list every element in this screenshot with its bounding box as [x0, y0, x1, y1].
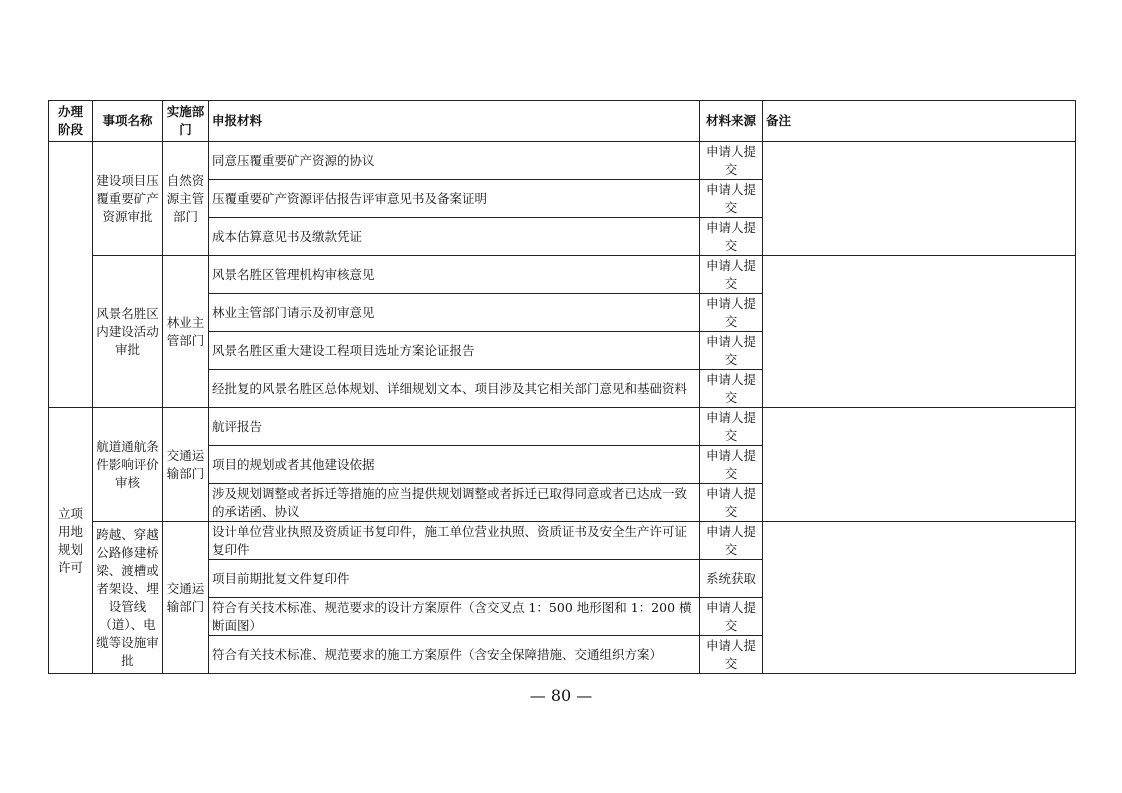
source-cell: 申请人提交: [700, 332, 763, 370]
stage-cell: 立项用地规划许可: [49, 408, 93, 674]
source-cell: 申请人提交: [700, 598, 763, 636]
material-cell: 成本估算意见书及缴款凭证: [209, 218, 700, 256]
header-stage: 办理阶段: [49, 101, 93, 142]
material-cell: 设计单位营业执照及资质证书复印件，施工单位营业执照、资质证书及安全生产许可证复印件: [209, 522, 700, 560]
table-row: [49, 522, 1076, 560]
header-source: 材料来源: [700, 101, 763, 142]
dept-cell: 交通运输部门: [163, 522, 209, 674]
source-cell: 系统获取: [700, 560, 763, 598]
material-cell: 项目的规划或者其他建设依据: [209, 446, 700, 484]
material-cell: 符合有关技术标准、规范要求的设计方案原件（含交叉点 1：500 地形图和 1：200 横断面图）: [209, 598, 700, 636]
table-row: [49, 408, 1076, 446]
header-materials: 申报材料: [209, 101, 700, 142]
item-name-cell: 航道通航条件影响评价审核: [93, 408, 163, 522]
header-note: 备注: [763, 101, 1076, 142]
source-cell: 申请人提交: [700, 636, 763, 674]
material-cell: 林业主管部门请示及初审意见: [209, 294, 700, 332]
page-number: — 80 —: [529, 686, 593, 705]
source-cell: 申请人提交: [700, 218, 763, 256]
source-cell: 申请人提交: [700, 408, 763, 446]
material-cell: 涉及规划调整或者拆迁等措施的应当提供规划调整或者拆迁已取得同意或者已达成一致的承诺函、协议: [209, 484, 700, 522]
dept-cell: 自然资源主管部门: [163, 142, 209, 256]
note-cell: [763, 142, 1076, 256]
item-name-cell: 跨越、穿越公路修建桥梁、渡槽或者架设、埋设管线（道）、电缆等设施审批: [93, 522, 163, 674]
material-cell: 项目前期批复文件复印件: [209, 560, 700, 598]
dept-cell: 交通运输部门: [163, 408, 209, 522]
note-cell: [763, 256, 1076, 408]
item-name-cell: 风景名胜区内建设活动审批: [93, 256, 163, 408]
material-cell: 同意压覆重要矿产资源的协议: [209, 142, 700, 180]
source-cell: 申请人提交: [700, 446, 763, 484]
source-cell: 申请人提交: [700, 180, 763, 218]
header-name: 事项名称: [93, 101, 163, 142]
material-cell: 航评报告: [209, 408, 700, 446]
table-header-row: [49, 101, 1076, 142]
note-cell: [763, 522, 1076, 674]
source-cell: 申请人提交: [700, 294, 763, 332]
dept-cell: 林业主管部门: [163, 256, 209, 408]
material-cell: 风景名胜区管理机构审核意见: [209, 256, 700, 294]
material-cell: 符合有关技术标准、规范要求的施工方案原件（含安全保障措施、交通组织方案）: [209, 636, 700, 674]
material-cell: 经批复的风景名胜区总体规划、详细规划文本、项目涉及其它相关部门意见和基础资料: [209, 370, 700, 408]
table-row: [49, 142, 1076, 180]
source-cell: 申请人提交: [700, 370, 763, 408]
stage-cell-empty: [49, 142, 93, 408]
materials-table: [48, 100, 1076, 674]
source-cell: 申请人提交: [700, 142, 763, 180]
source-cell: 申请人提交: [700, 484, 763, 522]
note-cell: [763, 408, 1076, 522]
source-cell: 申请人提交: [700, 522, 763, 560]
source-cell: 申请人提交: [700, 256, 763, 294]
material-cell: 压覆重要矿产资源评估报告评审意见书及备案证明: [209, 180, 700, 218]
table-row: [49, 256, 1076, 294]
item-name-cell: 建设项目压覆重要矿产资源审批: [93, 142, 163, 256]
header-dept: 实施部门: [163, 101, 209, 142]
material-cell: 风景名胜区重大建设工程项目选址方案论证报告: [209, 332, 700, 370]
